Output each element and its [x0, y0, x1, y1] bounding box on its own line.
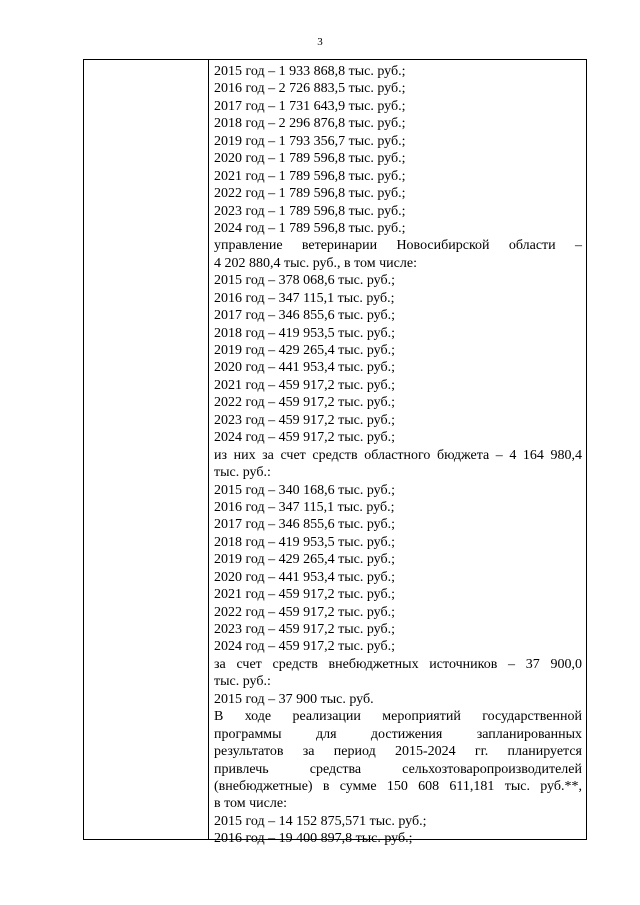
text-line: за счет средств внебюджетных источников – 37 900,0 — [214, 656, 582, 672]
text-line: 2015 год – 37 900 тыс. руб. — [214, 691, 374, 707]
text-line: 2015 год – 340 168,6 тыс. руб.; — [214, 482, 395, 498]
text-line: 2022 год – 459 917,2 тыс. руб.; — [214, 604, 395, 620]
text-line: 2019 год – 1 793 356,7 тыс. руб.; — [214, 133, 406, 149]
text-line: 2020 год – 441 953,4 тыс. руб.; — [214, 360, 395, 376]
text-line: 2017 год – 346 855,6 тыс. руб.; — [214, 517, 395, 533]
document-table — [83, 59, 587, 847]
text-line: 2016 год – 347 115,1 тыс. руб.; — [214, 499, 395, 515]
text-line: 4 202 880,4 тыс. руб., в том числе: — [214, 255, 417, 271]
text-line: из них за счет средств областного бюджета – 4 164 980,4 — [214, 447, 582, 463]
text-line: 2015 год – 378 068,6 тыс. руб.; — [214, 273, 395, 289]
text-line: 2018 год – 419 953,5 тыс. руб.; — [214, 534, 395, 550]
text-line: 2019 год – 429 265,4 тыс. руб.; — [214, 343, 395, 358]
text-line: тыс. руб.: — [214, 465, 271, 481]
text-line: (внебюджетные) в сумме 150 608 611,181 тыс. руб.**, — [214, 778, 582, 794]
text-line: 2016 год – 19 400 897,8 тыс. руб.; — [214, 831, 413, 847]
text-line: 2021 год – 459 917,2 тыс. руб.; — [214, 587, 395, 603]
text-line: 2021 год – 459 917,2 тыс. руб.; — [214, 377, 395, 393]
text-line: 2020 год – 1 789 596,8 тыс. руб.; — [214, 151, 406, 167]
text-line: 2015 год – 1 933 868,8 тыс. руб.; — [214, 64, 406, 79]
page-number: 3 — [317, 36, 323, 48]
text-line: 2018 год – 2 296 876,8 тыс. руб.; — [214, 116, 406, 132]
funding-text-cell — [214, 63, 582, 848]
text-line: 2024 год – 459 917,2 тыс. руб.; — [214, 430, 395, 446]
text-line: управление ветеринарии Новосибирской области – — [214, 238, 582, 254]
text-line: 2023 год – 1 789 596,8 тыс. руб.; — [214, 203, 406, 219]
text-line: 2019 год – 429 265,4 тыс. руб.; — [214, 552, 395, 568]
text-line: 2018 год – 419 953,5 тыс. руб.; — [214, 325, 395, 341]
text-line: 2021 год – 1 789 596,8 тыс. руб.; — [214, 168, 406, 184]
text-line: программы для достижения запланированных — [214, 726, 582, 742]
text-line: привлечь средства сельхозтоваропроизводителей — [214, 761, 582, 777]
text-line: в том числе: — [214, 796, 287, 812]
text-line: 2023 год – 459 917,2 тыс. руб.; — [214, 622, 395, 637]
text-line: 2022 год – 1 789 596,8 тыс. руб.; — [214, 186, 406, 202]
text-line: тыс. руб.: — [214, 674, 271, 690]
text-line: 2020 год – 441 953,4 тыс. руб.; — [214, 569, 395, 585]
text-line: результатов за период 2015-2024 гг. планируется — [214, 744, 582, 760]
text-line: 2017 год – 346 855,6 тыс. руб.; — [214, 308, 395, 324]
text-line: 2023 год – 459 917,2 тыс. руб.; — [214, 412, 395, 428]
column-divider — [208, 60, 209, 839]
text-line: 2015 год – 14 152 875,571 тыс. руб.; — [214, 813, 427, 829]
text-line: 2024 год – 1 789 596,8 тыс. руб.; — [214, 220, 406, 236]
text-line: 2016 год – 2 726 883,5 тыс. руб.; — [214, 81, 406, 97]
text-line: 2017 год – 1 731 643,9 тыс. руб.; — [214, 98, 406, 114]
text-line: В ходе реализации мероприятий государственной — [214, 709, 582, 725]
text-line: 2016 год – 347 115,1 тыс. руб.; — [214, 290, 395, 306]
text-line: 2024 год – 459 917,2 тыс. руб.; — [214, 639, 395, 655]
text-line: 2022 год – 459 917,2 тыс. руб.; — [214, 395, 395, 411]
